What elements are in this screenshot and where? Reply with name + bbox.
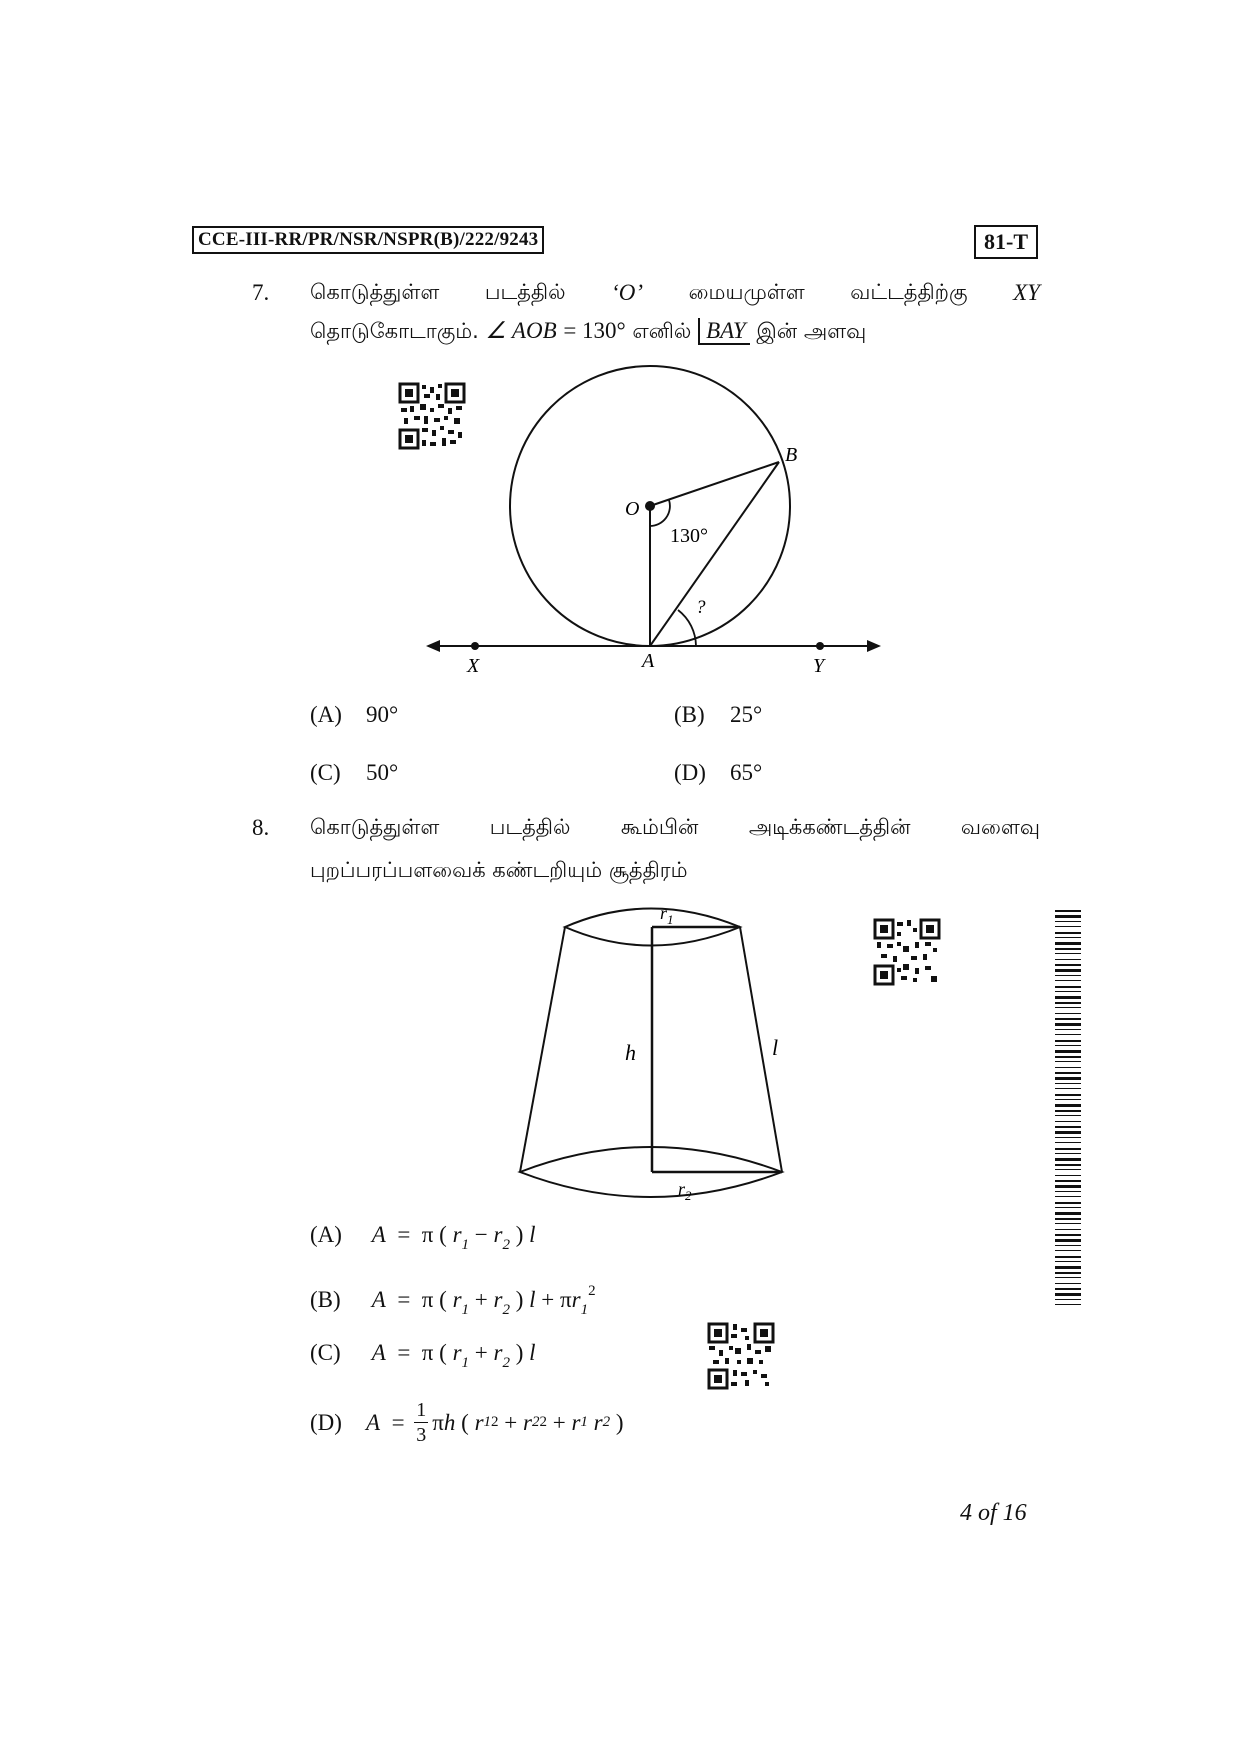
- option-label: (B): [310, 1287, 341, 1312]
- formula-l: l: [529, 1222, 536, 1247]
- formula-lhs: A: [371, 1340, 386, 1365]
- label-l: l: [772, 1035, 779, 1060]
- q7-word: மையமுள்ள: [688, 280, 805, 304]
- formula-r: r: [452, 1340, 462, 1365]
- formula-r: r: [493, 1340, 503, 1365]
- formula-op: +: [474, 1340, 488, 1365]
- label-y: Y: [813, 655, 825, 677]
- option-label: (C): [310, 760, 341, 785]
- label-r2: $r_2$: [678, 1179, 692, 1203]
- formula-eq: =: [391, 1409, 405, 1435]
- formula-l: l: [529, 1287, 536, 1312]
- formula-sub: 1: [461, 1237, 470, 1253]
- q8-number: 8.: [252, 815, 270, 840]
- formula-h: h: [443, 1409, 456, 1435]
- q8-option-a[interactable]: [310, 1222, 536, 1254]
- formula-pi: π: [421, 1340, 434, 1365]
- label-x: X: [467, 655, 480, 677]
- q7-word: வட்டத்திற்கு: [850, 280, 968, 304]
- q7-angle-name: BAY: [698, 318, 750, 345]
- formula-pi: π: [432, 1409, 444, 1435]
- qr-code-icon: [873, 918, 941, 986]
- formula-sub: 2: [502, 1355, 510, 1371]
- formula-lhs: A: [371, 1287, 386, 1312]
- formula-paren: ): [515, 1287, 524, 1312]
- q8-line2: புறப்பரப்பளவைக் கண்டறியும் சூத்திரம்: [310, 858, 688, 882]
- formula-sub: 1: [580, 1414, 588, 1430]
- formula-r: r: [452, 1287, 462, 1312]
- frustum-figure: [510, 900, 800, 1210]
- q7-line2-mid: எனில்: [632, 319, 692, 343]
- option-label: (D): [674, 760, 706, 785]
- formula-op: +: [504, 1409, 518, 1435]
- q7-option-b[interactable]: [674, 702, 762, 728]
- q8-word: படத்தில்: [489, 815, 571, 839]
- option-label: (D): [310, 1409, 342, 1435]
- formula-paren: (: [439, 1340, 447, 1365]
- formula-eq: =: [397, 1287, 411, 1312]
- formula-paren: ): [615, 1409, 624, 1435]
- option-value: 50°: [366, 760, 399, 785]
- formula-l: l: [529, 1340, 536, 1365]
- formula-sup: 2: [539, 1414, 547, 1430]
- formula-r: r: [523, 1409, 532, 1435]
- q7-line2-start: தொடுகோடாகும்.: [310, 319, 479, 343]
- fraction-denominator: 3: [416, 1424, 427, 1446]
- q8-word: வளைவு: [960, 815, 1040, 839]
- q7-option-c[interactable]: [310, 760, 398, 786]
- q7-number: 7.: [252, 280, 270, 305]
- q7-angle-label: ∠ AOB: [485, 318, 557, 343]
- formula-lhs: A: [366, 1409, 381, 1435]
- circle-tangent-figure: [420, 360, 890, 680]
- formula-pi: π: [560, 1287, 572, 1312]
- formula-op: +: [474, 1287, 488, 1312]
- fraction-numerator: 1: [416, 1399, 427, 1421]
- barcode-icon: [1055, 910, 1085, 1310]
- option-label: (B): [674, 702, 705, 727]
- q8-word: கூம்பின்: [620, 815, 699, 839]
- option-label: (A): [310, 1222, 342, 1247]
- formula-lhs: A: [371, 1222, 386, 1247]
- q8-option-b[interactable]: [310, 1283, 596, 1319]
- formula-op: +: [552, 1409, 566, 1435]
- formula-sub: 1: [461, 1302, 470, 1318]
- q7-line2: [310, 318, 866, 346]
- label-r1: $r_1$: [660, 903, 674, 927]
- formula-r: r: [571, 1409, 581, 1435]
- option-label: (A): [310, 702, 342, 727]
- q7-angle-value: = 130°: [563, 318, 626, 343]
- formula-eq: =: [397, 1340, 411, 1365]
- formula-sub: 2: [502, 1237, 510, 1253]
- formula-paren: (: [461, 1409, 469, 1435]
- formula-sup: 2: [491, 1414, 499, 1430]
- q8-word: அடிக்கண்டத்தின்: [748, 815, 911, 839]
- formula-r: r: [452, 1222, 462, 1247]
- formula-r: r: [474, 1409, 484, 1435]
- q7-word: ‘O’: [611, 280, 644, 305]
- paper-code: CCE-III-RR/PR/NSR/NSPR(B)/222/9243: [192, 226, 544, 254]
- q7-line1: [310, 280, 1040, 307]
- formula-r: r: [493, 1222, 503, 1247]
- formula-paren: ): [515, 1222, 524, 1247]
- option-label: (C): [310, 1340, 341, 1365]
- option-value: 65°: [730, 760, 763, 785]
- formula-sub: 1: [483, 1414, 492, 1430]
- formula-op: +: [541, 1287, 555, 1312]
- paper-number: 81-T: [974, 225, 1038, 259]
- formula-op: −: [474, 1222, 488, 1247]
- label-a: A: [642, 650, 655, 672]
- formula-sup: 2: [588, 1283, 596, 1299]
- q7-word: XY: [1013, 280, 1040, 305]
- qr-code-icon: [707, 1322, 775, 1390]
- formula-paren: (: [439, 1222, 447, 1247]
- option-value: 25°: [730, 702, 763, 727]
- formula-paren: ): [515, 1340, 524, 1365]
- formula-sub: 1: [580, 1302, 589, 1318]
- formula-paren: (: [439, 1287, 447, 1312]
- label-h: h: [625, 1040, 636, 1065]
- q8-line1: [310, 815, 1040, 842]
- formula-fraction: [414, 1400, 428, 1445]
- formula-r: r: [571, 1287, 581, 1312]
- q8-word: கொடுத்துள்ள: [310, 815, 440, 839]
- q8-option-d[interactable]: [310, 1400, 624, 1445]
- q7-line2-end: இன் அளவு: [756, 319, 867, 343]
- q7-word: படத்தில்: [484, 280, 566, 304]
- label-o: O: [625, 498, 640, 520]
- formula-r: r: [593, 1409, 603, 1435]
- q8-option-c[interactable]: [310, 1340, 536, 1372]
- q7-word: கொடுத்துள்ள: [310, 280, 440, 304]
- label-b: B: [785, 444, 798, 466]
- page-number: 4 of 16: [960, 1500, 1027, 1526]
- q7-option-d[interactable]: [674, 760, 762, 786]
- label-question: ?: [696, 597, 706, 618]
- formula-sub: 2: [502, 1302, 510, 1318]
- formula-sub: 2: [531, 1414, 540, 1430]
- formula-eq: =: [397, 1222, 411, 1247]
- formula-r: r: [493, 1287, 503, 1312]
- option-value: 90°: [366, 702, 399, 727]
- formula-sub: 1: [461, 1355, 470, 1371]
- label-angle-130: 130°: [670, 525, 708, 547]
- formula-sub: 2: [602, 1414, 611, 1430]
- q7-option-a[interactable]: [310, 702, 398, 728]
- formula-pi: π: [421, 1287, 434, 1312]
- formula-pi: π: [421, 1222, 434, 1247]
